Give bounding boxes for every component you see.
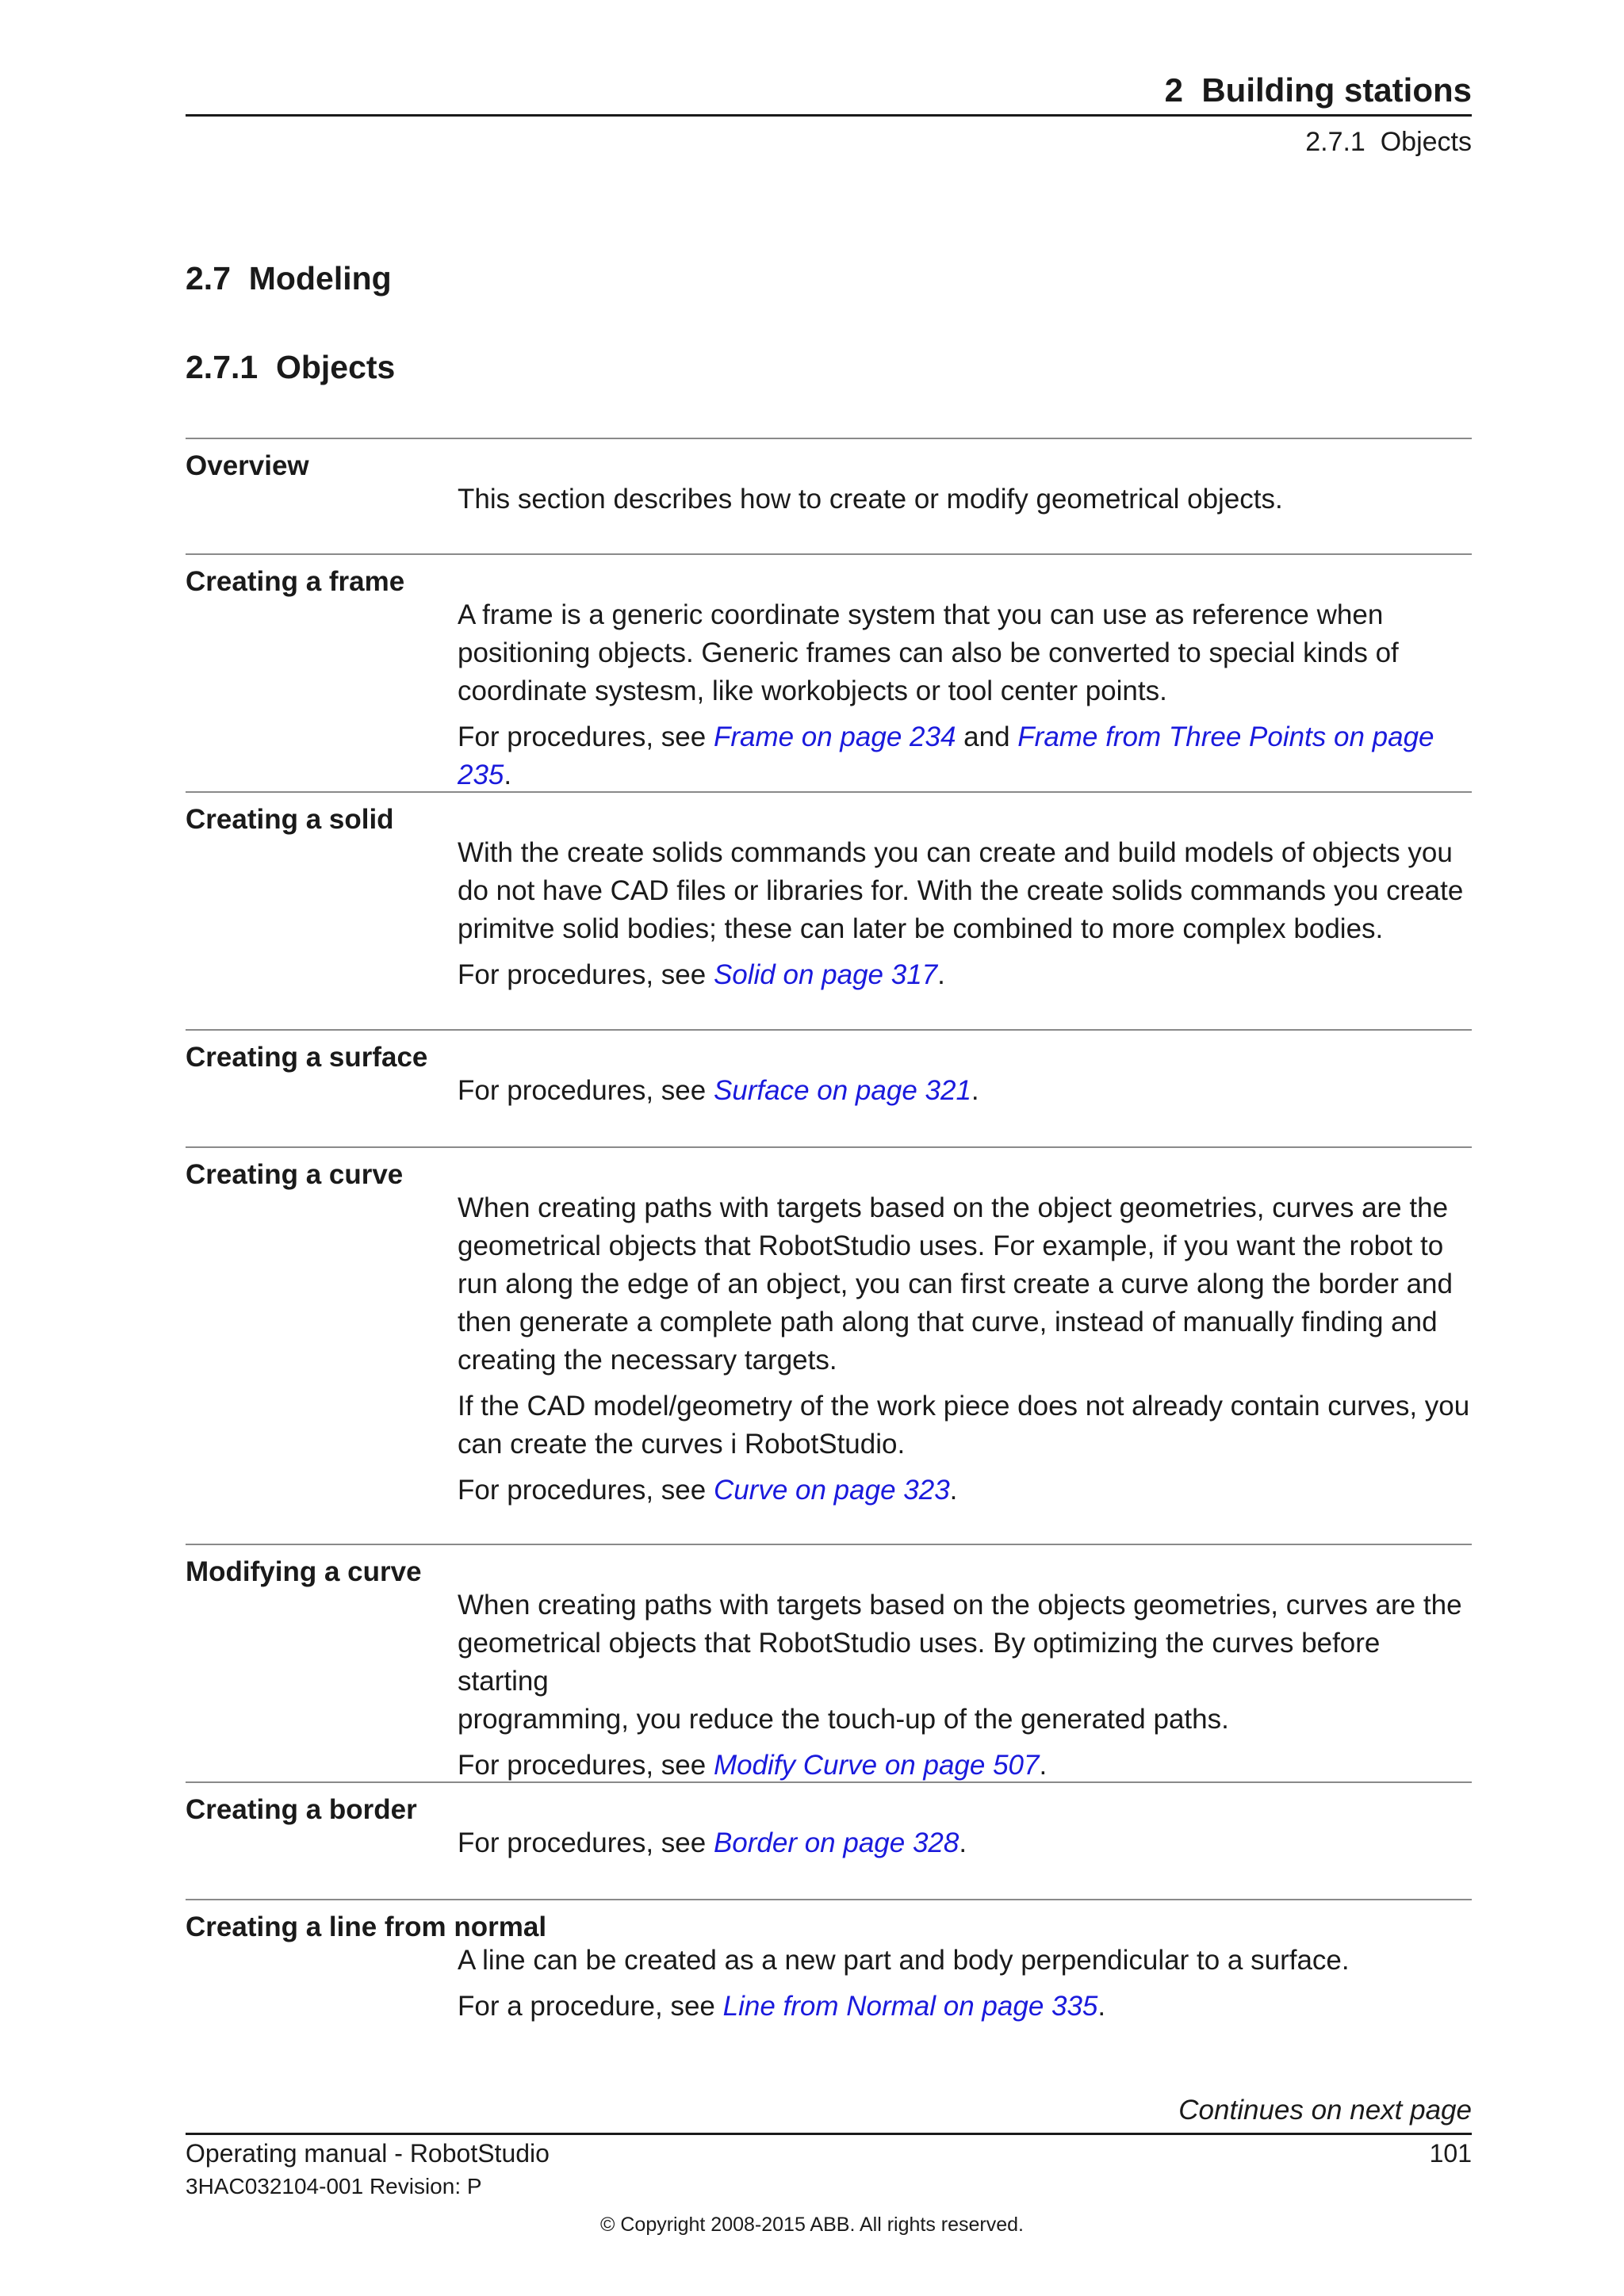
section-modify-curve [186,1544,1472,1781]
link-curve[interactable]: Curve on page 323 [713,1475,950,1506]
section-title-modify-curve: Modifying a curve [186,1556,422,1587]
line-normal-procedures [458,1988,1473,2026]
link-modify-curve[interactable]: Modify Curve on page 507 [713,1750,1040,1781]
border-procedures-prefix: For procedures, see [458,1827,714,1858]
curve-p2-line-1: If the CAD model/geometry of the work piece does not already contain curves, you [458,1391,1470,1422]
solid-line-2: do not have CAD files or libraries for. With the create solids commands you create [458,875,1464,906]
line-normal-procedures-period: . [1097,1991,1106,2022]
solid-procedures [458,956,1473,994]
frame-procedures-and: and [956,721,1018,752]
frame-paragraph [458,596,1473,710]
surface-procedures [458,1072,1473,1110]
curve-p2-line-2: can create the curves i RobotStudio. [458,1429,906,1460]
modify-curve-procedures [458,1747,1473,1785]
section-body-solid [458,834,1473,1002]
footer-divider [186,2133,1472,2135]
section-title-line-from-normal: Creating a line from normal [186,1911,547,1942]
link-frame-three-points[interactable]: Frame from Three Points on page 235 [458,721,1434,790]
section-body-curve [458,1189,1473,1517]
chapter-title: 2 Building stations [1164,71,1472,109]
curve-procedures [458,1471,1473,1510]
frame-procedures-period: . [504,760,512,790]
section-body-line-from-normal [458,1942,1473,2034]
section-body-modify-curve [458,1586,1473,1793]
curve-line-1: When creating paths with targets based on the object geometries, curves are the [458,1192,1449,1223]
running-section-title: 2.7.1 Objects [1305,127,1472,157]
modify-curve-line-3: programming, you reduce the touch-up of the generated paths. [458,1704,1229,1735]
curve-procedures-period: . [949,1475,958,1506]
link-line-from-normal[interactable]: Line from Normal on page 335 [722,1991,1098,2022]
modify-curve-procedures-prefix: For procedures, see [458,1750,714,1781]
section-title-border: Creating a border [186,1794,417,1825]
heading-modeling: 2.7 Modeling [186,260,392,297]
solid-procedures-period: . [937,959,945,990]
line-normal-procedures-prefix: For a procedure, see [458,1991,723,2022]
frame-line-3: coordinate systesm, like workobjects or tool center points. [458,675,1167,706]
link-frame[interactable]: Frame on page 234 [713,721,956,752]
section-title-overview: Overview [186,450,309,481]
section-surface [186,1029,1472,1106]
curve-line-2: geometrical objects that RobotStudio uses. For example, if you want the robot to [458,1230,1444,1261]
modify-curve-line-1: When creating paths with targets based on the objects geometries, curves are the [458,1590,1462,1621]
curve-paragraph-2 [458,1387,1473,1464]
surface-procedures-period: . [971,1075,979,1106]
section-curve [186,1146,1472,1506]
section-solid [186,791,1472,990]
modify-curve-procedures-period: . [1039,1750,1048,1781]
curve-procedures-prefix: For procedures, see [458,1475,714,1506]
footer-manual-title: Operating manual - RobotStudio [186,2139,550,2168]
heading-objects: 2.7.1 Objects [186,349,396,385]
footer-document-id: 3HAC032104-001 Revision: P [186,2174,482,2198]
frame-line-1: A frame is a generic coordinate system that you can use as reference when [458,599,1384,630]
continues-note: Continues on next page [1178,2095,1472,2126]
line-normal-text: A line can be created as a new part and body perpendicular to a surface. [458,1945,1350,1976]
section-title-solid: Creating a solid [186,804,394,835]
section-title-surface: Creating a surface [186,1042,428,1073]
frame-line-2: positioning objects. Generic frames can also be converted to special kinds of [458,637,1399,668]
solid-paragraph [458,834,1473,948]
curve-line-3: run along the edge of an object, you can first create a curve along the border and [458,1269,1453,1299]
section-border [186,1781,1472,1858]
link-border[interactable]: Border on page 328 [713,1827,959,1858]
border-procedures-period: . [959,1827,967,1858]
modify-curve-line-2: geometrical objects that RobotStudio uses. By optimizing the curves before starting [458,1628,1381,1697]
border-procedures [458,1824,1473,1862]
section-body-overview [458,480,1473,526]
section-line-from-normal [186,1899,1472,2022]
modify-curve-paragraph [458,1586,1473,1739]
section-title-curve: Creating a curve [186,1159,404,1190]
curve-paragraph-1 [458,1189,1473,1380]
solid-line-1: With the create solids commands you can create and build models of objects you [458,837,1453,868]
curve-line-5: creating the necessary targets. [458,1345,837,1376]
link-solid[interactable]: Solid on page 317 [713,959,938,990]
footer-copyright: © Copyright 2008-2015 ABB. All rights reserved. [600,2214,1024,2236]
surface-procedures-prefix: For procedures, see [458,1075,714,1106]
footer-page-number: 101 [1429,2139,1472,2168]
link-surface[interactable]: Surface on page 321 [713,1075,971,1106]
frame-procedures-prefix: For procedures, see [458,721,714,752]
section-body-surface [458,1072,1473,1118]
section-frame [186,553,1472,790]
section-title-frame: Creating a frame [186,566,405,597]
section-overview [186,438,1472,515]
section-body-frame [458,596,1473,802]
overview-text: This section describes how to create or modify geometrical objects. [458,484,1283,515]
curve-line-4: then generate a complete path along that curve, instead of manually finding and [458,1307,1438,1337]
section-body-border [458,1824,1473,1870]
solid-line-3: primitve solid bodies; these can later be combined to more complex bodies. [458,913,1384,944]
running-header [186,63,1472,117]
frame-procedures [458,718,1473,794]
solid-procedures-prefix: For procedures, see [458,959,714,990]
